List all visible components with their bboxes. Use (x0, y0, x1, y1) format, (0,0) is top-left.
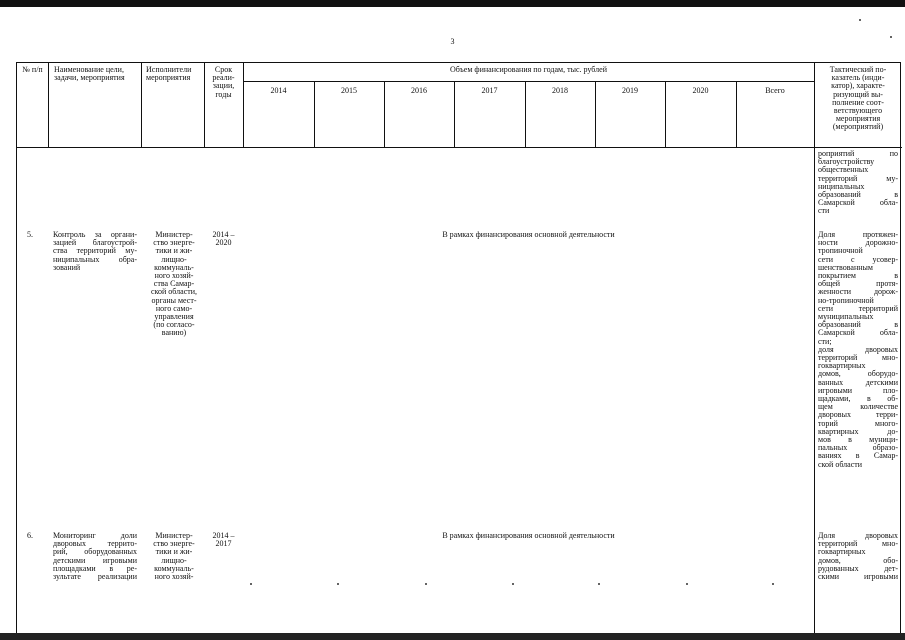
text-line: ванию) (161, 328, 187, 338)
text-line: ного само- (155, 303, 193, 313)
text-line: территорий мно- (818, 353, 898, 363)
text-line: дворовых терри- (818, 410, 898, 420)
text-line: Самарской обла- (818, 198, 898, 208)
row-5-funding: В рамках финансирования основной деятельности (442, 230, 615, 239)
text-line: игровыми пло- (818, 385, 898, 395)
text-line: торий много- (818, 418, 898, 428)
text-line: ства Самар- (153, 279, 195, 289)
text-line: благоустройству (818, 157, 875, 167)
text-line: ного хозяй- (154, 572, 194, 582)
text-line: щадками, в об- (818, 394, 898, 404)
header-num: № п/п (22, 65, 43, 74)
text-line: лищно- (161, 254, 187, 264)
text-line: рий, оборудованных (53, 547, 137, 557)
row-5-num: 5. (27, 230, 33, 239)
text-line: детскими игровыми (53, 555, 137, 565)
text-line: органы мест- (151, 295, 197, 305)
text-line: зацией благоустрой- (53, 238, 137, 248)
text-line: пальных образо- (818, 443, 898, 453)
text-line: гоквартирных (818, 547, 866, 557)
header-name: Наименование цели, задачи, мероприятия (54, 65, 125, 83)
text-line: доля дворовых (818, 344, 898, 354)
text-line: сти (818, 206, 830, 216)
text-line: (по согласо- (153, 320, 195, 330)
text-line: мов в муници- (818, 435, 898, 445)
indicator-continuation (818, 150, 898, 216)
text-line: 2020 (215, 238, 232, 248)
text-line: тропиночной (818, 246, 863, 256)
header-total: Всего (765, 86, 785, 95)
text-line: сти; (818, 336, 832, 346)
text-line: ства территорий му- (53, 246, 137, 256)
text-line: 2014 – (212, 230, 235, 239)
text-line: территорий му- (818, 173, 898, 183)
header-year-2015: 2015 (341, 86, 357, 95)
text-line: зований (53, 262, 81, 272)
text-line: управления (154, 312, 194, 322)
text-line: образований в (818, 190, 898, 200)
text-line: женности дорож- (818, 287, 898, 297)
text-line: коммуналь- (154, 563, 194, 573)
text-line: но-тропиночной (818, 295, 874, 305)
row-6-num: 6. (27, 531, 33, 540)
text-line: сети территорий (818, 303, 898, 313)
header-executors: Исполнители мероприятия (146, 65, 192, 83)
text-line: ванных детскими (818, 377, 898, 387)
row-6-indicator (818, 532, 898, 581)
text-line: домов, оборудо- (818, 369, 898, 379)
header-year-2019: 2019 (622, 86, 638, 95)
text-line: покрытием в (818, 271, 898, 281)
top-scan-border (0, 0, 905, 7)
text-line: шенствованным (818, 262, 873, 272)
text-line: ской области (818, 459, 863, 469)
header-indicator: Тактический по- казатель (инди- катор), характе- ризующий вы- полнение соот- ветствующего мероприятия (мероприятий) (829, 65, 887, 132)
text-line: рудованных дет- (818, 563, 898, 573)
text-line: территорий мно- (818, 539, 898, 549)
text-line: ниципальных обра- (53, 254, 137, 264)
header-year-2020: 2020 (692, 86, 709, 95)
header-funding: Объем финансирования по годам, тыс. рублей (450, 65, 607, 74)
text-line: роприятий по (818, 149, 898, 158)
header-year-2017: 2017 (481, 86, 498, 95)
text-line: ниципальных (818, 181, 865, 191)
header-year-2016: 2016 (411, 86, 427, 95)
text-line: общей протя- (818, 279, 898, 289)
text-line: площадками в ре- (53, 563, 137, 573)
text-line: скими игровыми (818, 572, 898, 582)
text-line: щем количестве (818, 402, 898, 412)
text-line: Министер- (155, 531, 193, 540)
text-line: ного хозяй- (154, 271, 194, 281)
row-6-name (53, 532, 137, 581)
text-line: дворовых террито- (53, 539, 137, 549)
program-table (16, 62, 901, 634)
text-line: коммуналь- (154, 262, 194, 272)
text-line: 2017 (215, 539, 232, 549)
text-line: Доля дворовых (818, 531, 898, 540)
header-period: Срок реали- зации, годы (212, 65, 235, 99)
row-5-period (204, 231, 243, 247)
text-line: квартирных до- (818, 426, 898, 436)
row-6-executors (143, 532, 205, 581)
text-line: образований в (818, 320, 898, 330)
text-line: ство энерге- (153, 539, 195, 549)
text-line: Самарской обла- (818, 328, 898, 338)
text-line: тики и жи- (155, 547, 193, 557)
text-line: Контроль за органи- (53, 230, 137, 239)
text-line: муниципальных (818, 312, 874, 322)
text-line: гоквартирных (818, 361, 866, 371)
text-line: лищно- (161, 555, 187, 565)
text-line: ство энерге- (153, 238, 195, 248)
row-5-executors (143, 231, 205, 338)
text-line: 2014 – (212, 531, 235, 540)
text-line: зультате реализации (53, 572, 137, 582)
text-line: домов, обо- (818, 555, 898, 565)
page-number: 3 (450, 37, 455, 46)
text-line: тики и жи- (155, 246, 193, 256)
row-5-indicator (818, 231, 898, 469)
header-year-2014: 2014 (270, 86, 287, 95)
bottom-scan-border (0, 633, 905, 640)
text-line: сети с усовер- (818, 254, 898, 264)
row-6-period (204, 532, 243, 548)
row-6-funding: В рамках финансирования основной деятельности (442, 531, 615, 540)
text-line: Мониторинг доли (53, 531, 137, 540)
header-year-2018: 2018 (552, 86, 568, 95)
text-line: общественных (818, 165, 869, 175)
text-line: ности дорожно- (818, 238, 898, 248)
text-line: Министер- (155, 230, 193, 239)
text-line: ваниях в Самар- (818, 451, 898, 461)
text-line: Доля протяжен- (818, 230, 898, 239)
row-5-name (53, 231, 137, 272)
text-line: ской области, (150, 287, 198, 297)
